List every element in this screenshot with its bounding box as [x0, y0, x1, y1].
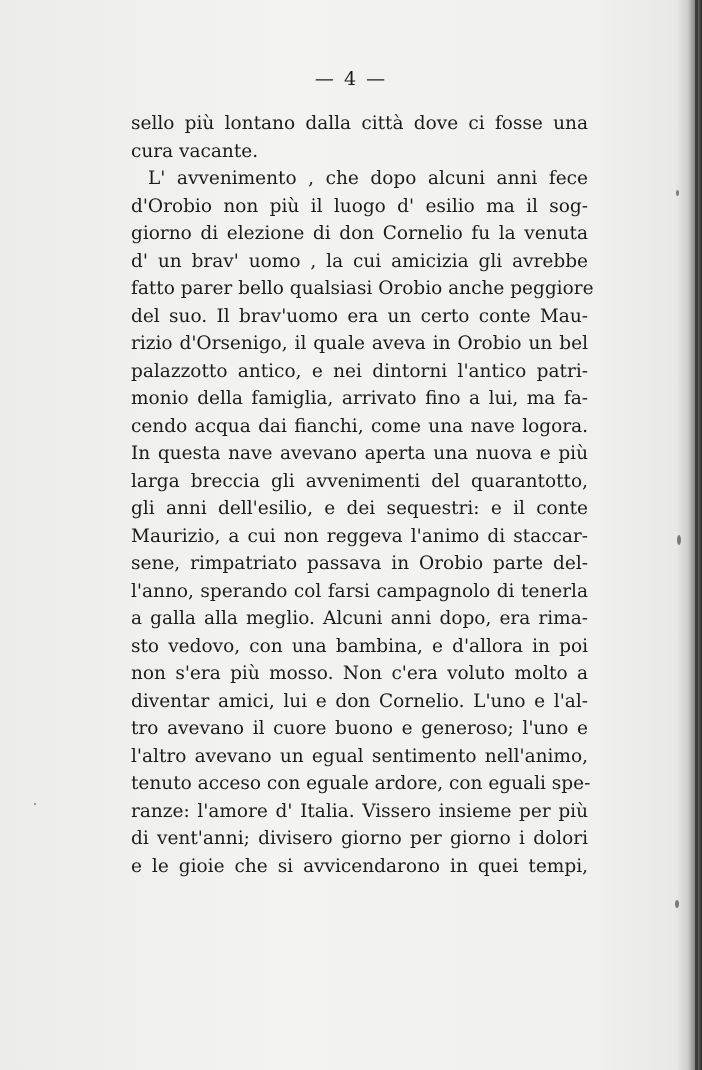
text-line: L' avvenimento , che dopo alcuni anni fece — [148, 168, 588, 189]
text-line: ranze: l'amore d' Italia. Vissero insieme per più — [131, 800, 588, 822]
binding-edge — [695, 0, 698, 1070]
text-line: l'anno, sperando col farsi campagnolo di tenerla — [131, 580, 588, 602]
text-line: rizio d'Orsenigo, il quale aveva in Orobio un bel — [131, 333, 588, 354]
text-line: gli anni dell'esilio, e dei sequestri: e il conte — [131, 498, 588, 519]
text-line: l'altro avevano un egual sentimento nell'animo, — [131, 745, 588, 767]
text-line: tro avevano il cuore buono e generoso; l'uno e — [131, 718, 588, 739]
text-line: giorno di elezione di don Cornelio fu la venuta — [131, 223, 588, 244]
text-line: non s'era più mosso. Non c'era voluto molto a — [131, 663, 588, 684]
text-line: cura vacante. — [131, 140, 259, 162]
text-line: e le gioie che si avvicendarono in quei tempi, — [131, 855, 588, 877]
text-line: palazzotto antico, e nei dintorni l'antico patri- — [131, 360, 588, 382]
text-line: Maurizio, a cui non reggeva l'animo di staccar- — [131, 525, 588, 547]
text-line: larga breccia gli avvenimenti del quarantotto, — [131, 470, 588, 492]
text-line: sto vedovo, con una bambina, e d'allora in poi — [131, 635, 588, 657]
body-text — [131, 110, 594, 880]
text-line: fatto parer bello qualsiasi Orobio anche peggiore — [131, 278, 594, 299]
text-line: In questa nave avevano aperta una nuova e più — [131, 443, 588, 464]
text-line: d'Orobio non più il luogo d' esilio ma il sog- — [131, 195, 588, 217]
text-line: sene, rimpatriato passava in Orobio parte del- — [131, 553, 588, 574]
paper-speck — [675, 900, 679, 908]
text-line: cendo acqua dai fianchi, come una nave logora. — [131, 415, 588, 437]
text-line: monio della famiglia, arrivato fino a lui, ma fa- — [131, 388, 588, 409]
text-line: diventar amici, lui e don Cornelio. L'uno e l'al- — [131, 690, 588, 712]
text-line: d' un brav' uomo , la cui amicizia gli avrebbe — [131, 250, 588, 272]
paper-speck — [677, 535, 681, 545]
page-number: — 4 — — [314, 68, 388, 90]
paper-speck — [34, 803, 36, 805]
text-line: del suo. Il brav'uomo era un certo conte Mau- — [131, 305, 588, 327]
text-line: tenuto acceso con eguale ardore, con eguali spe- — [131, 773, 591, 794]
text-line: a galla alla meglio. Alcuni anni dopo, era rima- — [131, 608, 588, 629]
paper-speck — [676, 190, 679, 196]
text-line: di vent'anni; divisero giorno per giorno i dolori — [131, 828, 588, 849]
text-line: sello più lontano dalla città dove ci fosse una — [131, 113, 588, 134]
